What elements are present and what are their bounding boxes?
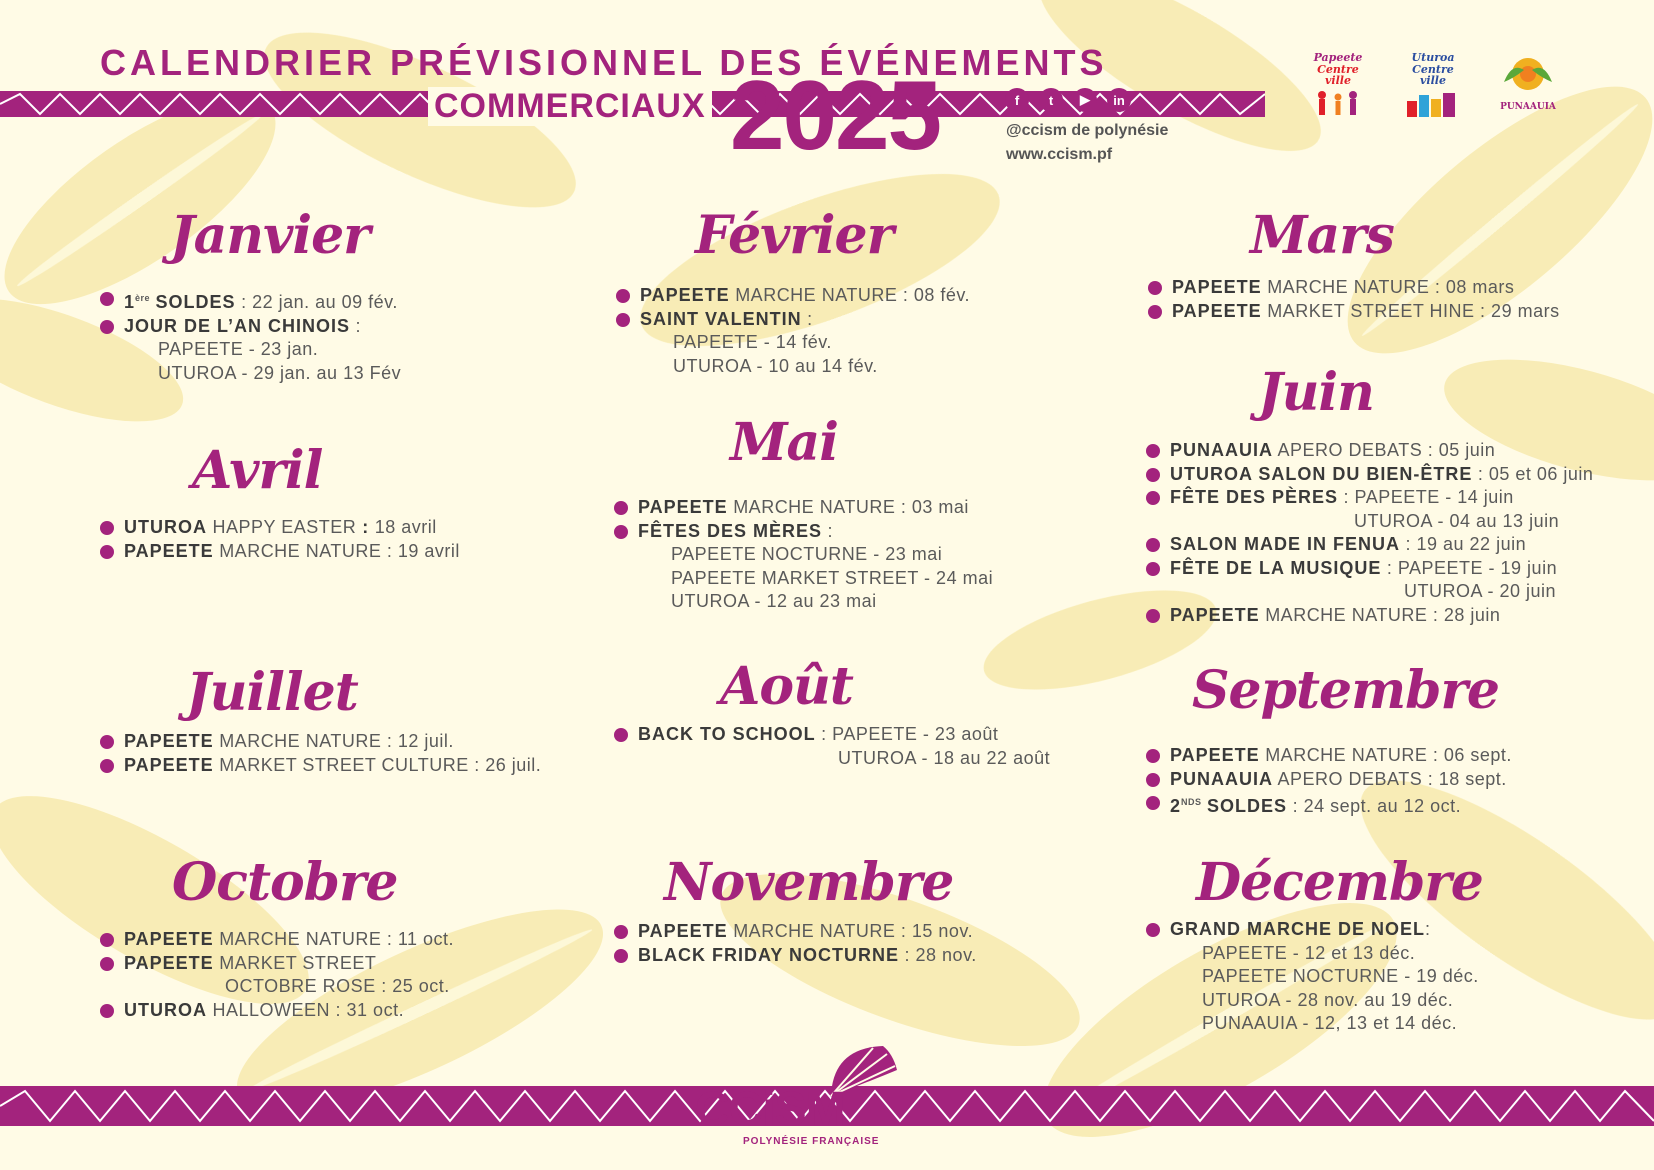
event-detail: PAPEETE - 12 et 13 déc. [1202, 942, 1416, 963]
family-icon [1308, 87, 1368, 123]
social-handle: @ccism de polynésie [1006, 122, 1169, 139]
month-avril: Avril [192, 440, 323, 501]
page-title: CALENDRIER PRÉVISIONNEL DES ÉVÉNEMENTS [100, 42, 1108, 83]
events-juillet [100, 730, 541, 777]
event-detail: UTUROA - 10 au 14 fév. [673, 355, 878, 376]
punaauia-logo: PUNAAUIA [1495, 52, 1561, 118]
month-mai: Mai [730, 412, 839, 473]
events-avril [100, 516, 460, 563]
event-item: PAPEETE MARCHE NATURE : 19 avril [100, 540, 460, 564]
website-link[interactable]: www.ccism.pf [1006, 146, 1113, 163]
event-item: PAPEETE MARCHE NATURE : 12 juil. [100, 730, 541, 754]
event-item: PAPEETE MARCHE NATURE : 11 oct. [100, 928, 454, 952]
event-item: $2^{NDS}$ SOLDES : 24 sept. au 12 oct. [1146, 791, 1512, 819]
event-item: PUNAAUIA APERO DEBATS : 18 sept. [1146, 768, 1512, 792]
event-detail: UTUROA - 28 nov. au 19 déc. [1202, 989, 1454, 1010]
events-octobre [100, 928, 454, 1022]
month-novembre: Novembre [664, 852, 954, 913]
event-item: PUNAAUIA APERO DEBATS : 05 juin [1146, 439, 1593, 463]
event-item: PAPEETE MARKET STREET CULTURE : 26 juil. [100, 754, 541, 778]
events-septembre [1146, 744, 1512, 819]
events-fevrier [616, 284, 970, 378]
ccism-logo: CCiSM POLYNÉSIE FRANÇAISE [695, 1040, 925, 1140]
event-detail: UTUROA - 04 au 13 juin [1354, 510, 1560, 531]
event-item: UTUROA HALLOWEEN : 31 oct. [100, 999, 454, 1023]
event-item: PAPEETE MARKET STREET HINE : 29 mars [1148, 300, 1560, 324]
event-item: SAINT VALENTIN : [616, 308, 970, 332]
event-item: PAPEETE MARCHE NATURE : 15 nov. [614, 920, 977, 944]
papeete-centre-ville-logo: Papeete Centre ville [1305, 52, 1371, 118]
event-item: GRAND MARCHE DE NOEL: [1146, 918, 1479, 942]
twitter-icon[interactable]: t [1039, 88, 1063, 112]
event-item: UTUROA SALON DU BIEN-ÊTRE : 05 et 06 juin [1146, 463, 1593, 487]
event-item: FÊTE DES PÈRES : PAPEETE - 14 juin [1146, 486, 1593, 510]
uturoa-centre-ville-logo: Uturoa Centre ville [1400, 52, 1466, 118]
flower-icon [1498, 52, 1558, 98]
event-detail: UTUROA - 20 juin [1404, 581, 1557, 601]
year: 2025 [730, 60, 941, 170]
event-item: PAPEETE MARKET STREET [100, 952, 454, 976]
event-item: PAPEETE MARCHE NATURE : 28 juin [1146, 604, 1593, 628]
event-item: PAPEETE MARCHE NATURE : 06 sept. [1146, 744, 1512, 768]
event-item: JOUR DE L’AN CHINOIS : [100, 315, 401, 339]
event-item: 1ère SOLDES : 22 jan. au 09 fév. [100, 287, 401, 315]
event-item: PAPEETE MARCHE NATURE : 03 mai [614, 496, 993, 520]
events-juin [1146, 439, 1593, 627]
events-mai [614, 496, 993, 614]
facebook-icon[interactable]: f [1005, 88, 1029, 112]
town-icon [1403, 87, 1463, 123]
event-item: FÊTE DE LA MUSIQUE : PAPEETE - 19 juin [1146, 557, 1593, 581]
event-detail: PAPEETE NOCTURNE - 23 mai [671, 544, 943, 564]
event-detail: PAPEETE NOCTURNE - 19 déc. [1202, 966, 1479, 986]
event-detail: PUNAAUIA - 12, 13 et 14 déc. [1202, 1013, 1458, 1033]
social-links [1005, 88, 1131, 112]
month-decembre: Décembre [1196, 852, 1483, 913]
youtube-icon[interactable]: ▶ [1073, 88, 1097, 112]
month-juillet: Juillet [186, 662, 358, 723]
month-janvier: Janvier [170, 205, 370, 266]
linkedin-icon[interactable]: in [1107, 88, 1131, 112]
event-detail: OCTOBRE ROSE : 25 oct. [225, 976, 450, 996]
month-mars: Mars [1250, 205, 1394, 266]
event-item: SALON MADE IN FENUA : 19 au 22 juin [1146, 533, 1593, 557]
page-subtitle: COMMERCIAUX [428, 87, 712, 126]
event-item: BLACK FRIDAY NOCTURNE : 28 nov. [614, 944, 977, 968]
event-item: BACK TO SCHOOL : PAPEETE - 23 août [614, 723, 1050, 747]
month-octobre: Octobre [172, 852, 398, 913]
event-item: UTUROA HAPPY EASTER : 18 avril [100, 516, 460, 540]
event-item: FÊTES DES MÈRES : [614, 520, 993, 544]
event-detail: UTUROA - 12 au 23 mai [671, 591, 877, 611]
events-aout [614, 723, 1050, 770]
event-detail: UTUROA - 29 jan. au 13 Fév [158, 362, 402, 383]
events-mars [1148, 276, 1560, 323]
month-septembre: Septembre [1192, 660, 1499, 721]
event-item: PAPEETE MARCHE NATURE : 08 mars [1148, 276, 1560, 300]
event-detail: PAPEETE MARKET STREET - 24 mai [671, 567, 994, 588]
event-detail: PAPEETE - 14 fév. [673, 332, 832, 352]
event-detail: UTUROA - 18 au 22 août [838, 747, 1051, 768]
month-aout: Août [720, 656, 853, 717]
event-item: PAPEETE MARCHE NATURE : 08 fév. [616, 284, 970, 308]
month-fevrier: Février [695, 205, 894, 266]
events-janvier [100, 287, 401, 385]
event-detail: PAPEETE - 23 jan. [158, 339, 319, 359]
events-decembre [1146, 918, 1479, 1036]
month-juin: Juin [1258, 362, 1374, 423]
events-novembre [614, 920, 977, 967]
